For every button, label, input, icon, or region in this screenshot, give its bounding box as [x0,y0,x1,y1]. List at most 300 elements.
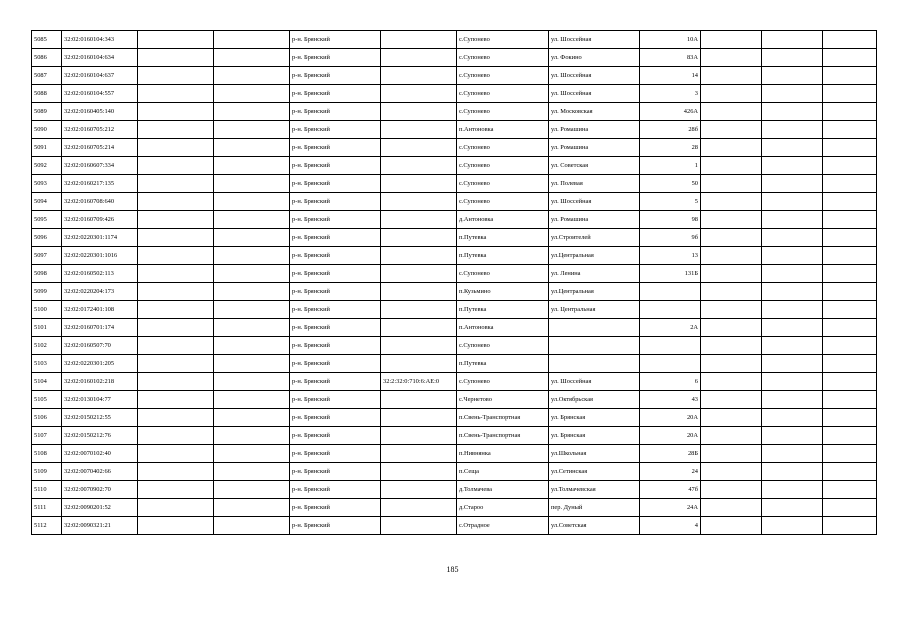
table-row [32,157,877,175]
empty-cell [762,319,823,337]
house-number-cell [640,301,701,319]
district-cell: р-н. Брянский [290,103,381,121]
empty-cell [701,427,762,445]
street-cell: ул.Центральная [549,283,640,301]
street-cell [549,355,640,373]
empty-cell [823,247,877,265]
table-row [32,337,877,355]
cadastral-number-cell: 32:02:0160217:135 [62,175,138,193]
locality-cell: с.Супонево [457,373,549,391]
empty-cell [762,85,823,103]
table-row [32,247,877,265]
table-row [32,373,877,391]
empty-cell [823,337,877,355]
empty-cell [823,517,877,535]
previous-number-cell [381,301,457,319]
house-number-cell: 5 [640,193,701,211]
house-number-cell: 98 [640,211,701,229]
empty-cell [701,85,762,103]
district-cell: р-н. Брянский [290,193,381,211]
house-number-cell: 20А [640,409,701,427]
district-cell: р-н. Брянский [290,301,381,319]
empty-cell [138,481,214,499]
table-row [32,481,877,499]
street-cell: пер. Дуный [549,499,640,517]
empty-cell [762,355,823,373]
empty-cell [214,157,290,175]
empty-cell [701,247,762,265]
previous-number-cell [381,229,457,247]
empty-cell [214,283,290,301]
empty-cell [214,517,290,535]
empty-cell [214,499,290,517]
empty-cell [701,517,762,535]
street-cell: ул. Шоссейная [549,373,640,391]
empty-cell [701,193,762,211]
district-cell: р-н. Брянский [290,85,381,103]
empty-cell [762,175,823,193]
table-row [32,463,877,481]
row-number-cell: 5104 [32,373,62,391]
empty-cell [823,121,877,139]
empty-cell [138,517,214,535]
empty-cell [214,409,290,427]
house-number-cell: 9б [640,229,701,247]
table-row [32,67,877,85]
locality-cell: с.Супонево [457,193,549,211]
locality-cell: с.Супонево [457,49,549,67]
house-number-cell: 3 [640,85,701,103]
empty-cell [138,193,214,211]
house-number-cell: 28б [640,121,701,139]
previous-number-cell [381,517,457,535]
locality-cell: п.Антоновка [457,319,549,337]
cadastral-number-cell: 32:02:0172401:108 [62,301,138,319]
empty-cell [762,139,823,157]
empty-cell [138,157,214,175]
table-row [32,391,877,409]
empty-cell [823,391,877,409]
locality-cell: п.Свень-Транспортная [457,409,549,427]
district-cell: р-н. Брянский [290,247,381,265]
previous-number-cell [381,283,457,301]
empty-cell [701,211,762,229]
row-number-cell: 5101 [32,319,62,337]
empty-cell [701,445,762,463]
empty-cell [138,445,214,463]
row-number-cell: 5107 [32,427,62,445]
row-number-cell: 5085 [32,31,62,49]
empty-cell [823,85,877,103]
district-cell: р-н. Брянский [290,229,381,247]
table-row [32,211,877,229]
empty-cell [762,517,823,535]
empty-cell [214,85,290,103]
previous-number-cell [381,463,457,481]
locality-cell: с.Супонево [457,103,549,121]
cadastral-number-cell: 32:02:0070402:66 [62,463,138,481]
empty-cell [214,31,290,49]
street-cell: ул. Шоссейная [549,193,640,211]
empty-cell [138,391,214,409]
empty-cell [138,49,214,67]
locality-cell: д.Толмачева [457,481,549,499]
locality-cell: п.Сеща [457,463,549,481]
row-number-cell: 5105 [32,391,62,409]
cadastral-number-cell: 32:02:0160507:70 [62,337,138,355]
empty-cell [823,31,877,49]
street-cell: ул. Ленина [549,265,640,283]
empty-cell [214,319,290,337]
table-row [32,139,877,157]
district-cell: р-н. Брянский [290,463,381,481]
row-number-cell: 5092 [32,157,62,175]
district-cell: р-н. Брянский [290,157,381,175]
street-cell [549,319,640,337]
empty-cell [823,409,877,427]
row-number-cell: 5088 [32,85,62,103]
empty-cell [701,499,762,517]
empty-cell [214,229,290,247]
street-cell: ул.Школьная [549,445,640,463]
row-number-cell: 5090 [32,121,62,139]
previous-number-cell [381,499,457,517]
empty-cell [762,445,823,463]
house-number-cell: 13 [640,247,701,265]
street-cell: ул.Строителей [549,229,640,247]
street-cell [549,337,640,355]
cadastral-number-cell: 32:02:0150212:76 [62,427,138,445]
empty-cell [138,373,214,391]
empty-cell [823,49,877,67]
empty-cell [701,373,762,391]
previous-number-cell [381,319,457,337]
empty-cell [214,193,290,211]
table-row [32,499,877,517]
empty-cell [138,121,214,139]
empty-cell [823,157,877,175]
street-cell: ул.Центральная [549,247,640,265]
empty-cell [823,445,877,463]
street-cell: ул. Центральная [549,301,640,319]
empty-cell [214,103,290,121]
cadastral-number-cell: 32:02:0160104:557 [62,85,138,103]
empty-cell [762,247,823,265]
empty-cell [762,283,823,301]
street-cell: ул. Ромашина [549,211,640,229]
empty-cell [214,67,290,85]
previous-number-cell [381,31,457,49]
district-cell: р-н. Брянский [290,121,381,139]
empty-cell [701,229,762,247]
empty-cell [138,175,214,193]
row-number-cell: 5089 [32,103,62,121]
locality-cell: с.Супонево [457,157,549,175]
locality-cell: с.Супонево [457,265,549,283]
previous-number-cell [381,427,457,445]
table-row [32,193,877,211]
table-row [32,121,877,139]
district-cell: р-н. Брянский [290,319,381,337]
previous-number-cell [381,139,457,157]
street-cell: ул.Сетинская [549,463,640,481]
empty-cell [701,103,762,121]
empty-cell [823,481,877,499]
empty-cell [701,49,762,67]
empty-cell [138,301,214,319]
row-number-cell: 5110 [32,481,62,499]
row-number-cell: 5103 [32,355,62,373]
empty-cell [823,427,877,445]
previous-number-cell [381,49,457,67]
page-number: 185 [446,565,459,574]
locality-cell: с.Чернетово [457,391,549,409]
locality-cell: п.Антоновка [457,121,549,139]
table-body [32,31,877,535]
row-number-cell: 5097 [32,247,62,265]
empty-cell [701,265,762,283]
house-number-cell [640,283,701,301]
empty-cell [701,337,762,355]
street-cell: ул. Московская [549,103,640,121]
previous-number-cell [381,103,457,121]
cadastral-number-cell: 32:02:0130104:77 [62,391,138,409]
district-cell: р-н. Брянский [290,481,381,499]
table-row [32,355,877,373]
empty-cell [762,31,823,49]
empty-cell [823,67,877,85]
empty-cell [762,103,823,121]
cadastral-number-cell: 32:02:0160104:637 [62,67,138,85]
street-cell: ул. Полевая [549,175,640,193]
locality-cell: д.Антоновка [457,211,549,229]
cadastral-number-cell: 32:02:0090201:52 [62,499,138,517]
locality-cell: с.Супонево [457,31,549,49]
locality-cell: п.Путевка [457,301,549,319]
row-number-cell: 5099 [32,283,62,301]
empty-cell [701,31,762,49]
row-number-cell: 5091 [32,139,62,157]
table-row [32,103,877,121]
street-cell: ул.Толмачевская [549,481,640,499]
previous-number-cell [381,121,457,139]
table-row [32,445,877,463]
empty-cell [762,229,823,247]
empty-cell [701,283,762,301]
house-number-cell: 14 [640,67,701,85]
district-cell: р-н. Брянский [290,67,381,85]
empty-cell [823,301,877,319]
empty-cell [138,85,214,103]
cadastral-number-cell: 32:02:0160104:634 [62,49,138,67]
cadastral-number-cell: 32:02:0160701:174 [62,319,138,337]
empty-cell [762,211,823,229]
empty-cell [823,463,877,481]
empty-cell [823,229,877,247]
locality-cell: с.Супонево [457,139,549,157]
empty-cell [823,211,877,229]
table-row [32,427,877,445]
empty-cell [138,463,214,481]
previous-number-cell [381,193,457,211]
street-cell: ул.Октябрьская [549,391,640,409]
empty-cell [701,355,762,373]
cadastral-number-cell: 32:02:0220204:173 [62,283,138,301]
street-cell: ул. Брянская [549,409,640,427]
table-row [32,49,877,67]
previous-number-cell [381,85,457,103]
locality-cell: п.Путевка [457,355,549,373]
empty-cell [762,121,823,139]
row-number-cell: 5111 [32,499,62,517]
cadastral-number-cell: 32:02:0220301:1016 [62,247,138,265]
locality-cell: п.Путевка [457,247,549,265]
table-row [32,409,877,427]
table-row [32,175,877,193]
cadastral-number-cell: 32:02:0090321:21 [62,517,138,535]
cadastral-number-cell: 32:02:0160102:218 [62,373,138,391]
empty-cell [762,409,823,427]
empty-cell [762,265,823,283]
house-number-cell [640,337,701,355]
empty-cell [701,121,762,139]
cadastral-number-cell: 32:02:0150212:55 [62,409,138,427]
empty-cell [701,409,762,427]
district-cell: р-н. Брянский [290,265,381,283]
street-cell: ул. Ромашина [549,121,640,139]
previous-number-cell [381,391,457,409]
locality-cell: п.Нивнянка [457,445,549,463]
street-cell: ул. Фокино [549,49,640,67]
row-number-cell: 5093 [32,175,62,193]
district-cell: р-н. Брянский [290,355,381,373]
house-number-cell: 50 [640,175,701,193]
street-cell: ул. Шоссейная [549,85,640,103]
house-number-cell: 28Б [640,445,701,463]
house-number-cell: 28 [640,139,701,157]
empty-cell [214,139,290,157]
empty-cell [214,355,290,373]
empty-cell [214,481,290,499]
previous-number-cell [381,211,457,229]
locality-cell: п.Свень-Транспортная [457,427,549,445]
empty-cell [214,391,290,409]
table-row [32,319,877,337]
district-cell: р-н. Брянский [290,49,381,67]
table-row [32,301,877,319]
house-number-cell: 2А [640,319,701,337]
empty-cell [214,121,290,139]
empty-cell [762,373,823,391]
empty-cell [214,49,290,67]
empty-cell [701,463,762,481]
empty-cell [823,265,877,283]
empty-cell [138,229,214,247]
empty-cell [214,463,290,481]
empty-cell [138,211,214,229]
table-row [32,31,877,49]
empty-cell [214,247,290,265]
previous-number-cell [381,409,457,427]
table-row [32,283,877,301]
empty-cell [823,103,877,121]
empty-cell [138,337,214,355]
empty-cell [214,427,290,445]
row-number-cell: 5095 [32,211,62,229]
cadastral-number-cell: 32:02:0160709:426 [62,211,138,229]
locality-cell: д.Староо [457,499,549,517]
cadastral-number-cell: 32:02:0070902:70 [62,481,138,499]
empty-cell [214,445,290,463]
row-number-cell: 5087 [32,67,62,85]
house-number-cell: 47б [640,481,701,499]
locality-cell: с.Супонево [457,85,549,103]
cadastral-number-cell: 32:02:0160705:214 [62,139,138,157]
locality-cell: с.Супонево [457,337,549,355]
district-cell: р-н. Брянский [290,175,381,193]
row-number-cell: 5108 [32,445,62,463]
previous-number-cell: 32:2:32:0:710:6:АЕ:0 [381,373,457,391]
house-number-cell: 6 [640,373,701,391]
previous-number-cell [381,247,457,265]
row-number-cell: 5100 [32,301,62,319]
empty-cell [138,319,214,337]
empty-cell [701,481,762,499]
previous-number-cell [381,445,457,463]
empty-cell [762,481,823,499]
house-number-cell: 4 [640,517,701,535]
district-cell: р-н. Брянский [290,373,381,391]
empty-cell [762,427,823,445]
table-row [32,517,877,535]
empty-cell [138,103,214,121]
empty-cell [762,49,823,67]
previous-number-cell [381,157,457,175]
empty-cell [138,265,214,283]
empty-cell [138,31,214,49]
locality-cell: с.Супонево [457,175,549,193]
house-number-cell: 131Б [640,265,701,283]
previous-number-cell [381,337,457,355]
empty-cell [138,499,214,517]
district-cell: р-н. Брянский [290,139,381,157]
table-row [32,85,877,103]
empty-cell [214,337,290,355]
house-number-cell: 43 [640,391,701,409]
empty-cell [214,301,290,319]
previous-number-cell [381,481,457,499]
district-cell: р-н. Брянский [290,499,381,517]
table-row [32,265,877,283]
empty-cell [214,211,290,229]
locality-cell: п.Путевка [457,229,549,247]
row-number-cell: 5098 [32,265,62,283]
district-cell: р-н. Брянский [290,409,381,427]
row-number-cell: 5106 [32,409,62,427]
house-number-cell: 24А [640,499,701,517]
row-number-cell: 5096 [32,229,62,247]
district-cell: р-н. Брянский [290,283,381,301]
locality-cell: с.Супонево [457,67,549,85]
empty-cell [138,67,214,85]
empty-cell [701,319,762,337]
cadastral-number-cell: 32:02:0220301:1174 [62,229,138,247]
empty-cell [701,139,762,157]
cadastral-number-cell: 32:02:0160502:113 [62,265,138,283]
house-number-cell [640,355,701,373]
empty-cell [823,499,877,517]
cadastral-number-cell: 32:02:0070102:40 [62,445,138,463]
